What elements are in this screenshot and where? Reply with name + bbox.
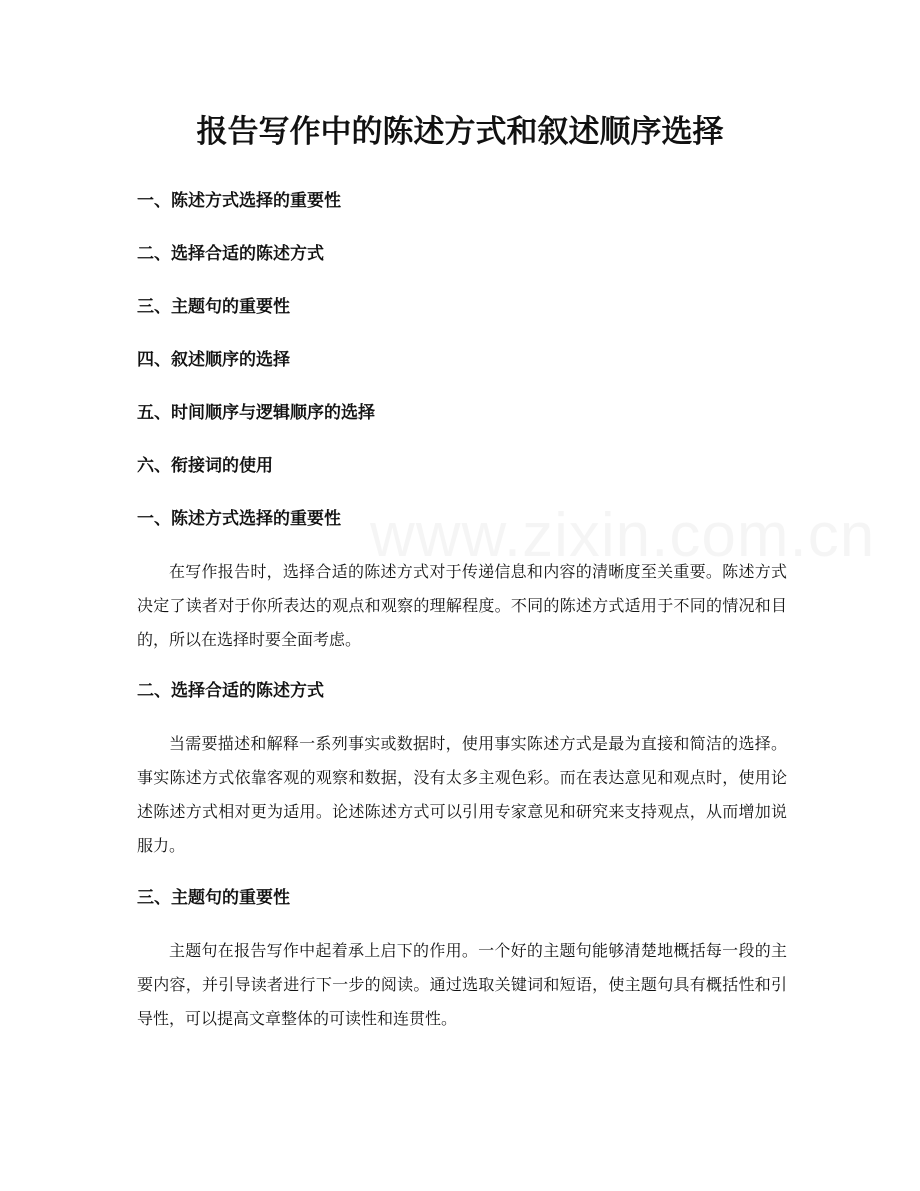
toc-item: 二、选择合适的陈述方式 — [137, 244, 324, 264]
toc-item: 五、时间顺序与逻辑顺序的选择 — [137, 403, 375, 423]
section — [137, 678, 787, 863]
section — [137, 885, 787, 1036]
table-of-contents — [137, 188, 797, 506]
section-paragraph: 当需要描述和解释一系列事实或数据时，使用事实陈述方式是最为直接和简洁的选择。事实陈述方式依靠客观的观察和数据，没有太多主观色彩。而在表达意见和观点时，使用论述陈述方式相对更为适用。论述陈述方式可以引用专家意见和研究来支持观点，从而增加说服力。 — [137, 734, 787, 855]
section-heading: 二、选择合适的陈述方式 — [137, 681, 324, 701]
section-heading: 三、主题句的重要性 — [137, 888, 290, 908]
document-body — [137, 506, 787, 1036]
toc-item: 四、叙述顺序的选择 — [137, 350, 290, 370]
toc-item: 六、衔接词的使用 — [137, 456, 273, 476]
toc-item: 三、主题句的重要性 — [137, 297, 290, 317]
toc-item: 一、陈述方式选择的重要性 — [137, 191, 341, 211]
page-title: 报告写作中的陈述方式和叙述顺序选择 — [196, 114, 724, 150]
section — [137, 506, 787, 657]
section-heading: 一、陈述方式选择的重要性 — [137, 509, 341, 529]
section-paragraph: 在写作报告时，选择合适的陈述方式对于传递信息和内容的清晰度至关重要。陈述方式决定了读者对于你所表达的观点和观察的理解程度。不同的陈述方式适用于不同的情况和目的，所以在选择时要全面考虑。 — [137, 562, 787, 649]
section-paragraph: 主题句在报告写作中起着承上启下的作用。一个好的主题句能够清楚地概括每一段的主要内容，并引导读者进行下一步的阅读。通过选取关键词和短语，使主题句具有概括性和引导性，可以提高文章整体的可读性和连贯性。 — [137, 941, 787, 1028]
